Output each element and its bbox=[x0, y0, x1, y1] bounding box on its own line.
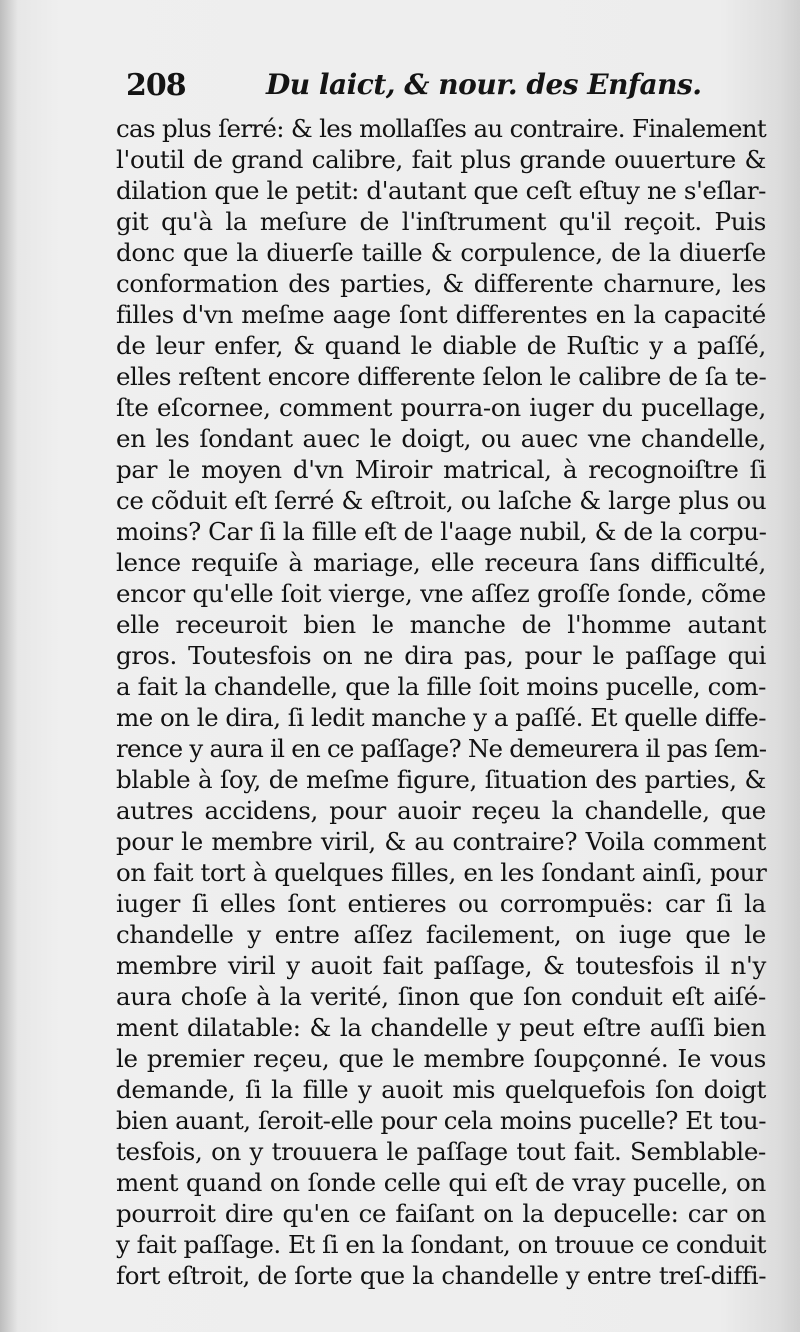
page-header bbox=[118, 64, 758, 104]
text-line: chandelle y entre aſſez facilement, on iuge que le bbox=[116, 920, 766, 949]
text-line: moins? Car ſi la fille eſt de l'aage nubil, & de la corpu- bbox=[116, 517, 767, 546]
text-line: lence requiſe à mariage, elle receura ſans difficulté, bbox=[116, 548, 766, 577]
text-line: par le moyen d'vn Miroir matrical, à recognoiſtre ſi bbox=[116, 455, 766, 484]
text-line: ment quand on ſonde celle qui eſt de vray pucelle, on bbox=[116, 1168, 766, 1197]
text-line: blable à ſoy, de meſme figure, ſituation des parties, & bbox=[116, 765, 766, 794]
text-line: iuger ſi elles ſont entieres ou corrompuës: car ſi la bbox=[116, 889, 766, 918]
text-line: fort eſtroit, de ſorte que la chandelle y entre treſ-diffi- bbox=[116, 1261, 767, 1290]
text-line: elle receuroit bien le manche de l'homme autant bbox=[116, 610, 766, 639]
text-line: tesfois, on y trouuera le paſſage tout fait. Semblable- bbox=[116, 1137, 766, 1166]
text-line: membre viril y auoit fait paſſage, & toutesfois il n'y bbox=[116, 951, 766, 980]
text-line: rence y aura il en ce paſſage? Ne demeurera il pas ſem- bbox=[116, 734, 767, 763]
page-number: 208 bbox=[126, 68, 186, 103]
text-line: ment dilatable: & la chandelle y peut eſtre auſſi bien bbox=[116, 1013, 766, 1042]
text-line: conformation des parties, & differente charnure, les bbox=[116, 269, 766, 298]
text-line: donc que la diuerſe taille & corpulence, de la diuerſe bbox=[116, 238, 766, 267]
text-line: de leur enfer, & quand le diable de Ruſtic y a paſſé, bbox=[116, 331, 766, 360]
text-line: pour le membre viril, & au contraire? Voila comment bbox=[116, 827, 766, 856]
text-line: a fait la chandelle, que la fille ſoit moins pucelle, com- bbox=[116, 672, 766, 701]
text-line: git qu'à la meſure de l'inſtrument qu'il reçoit. Puis bbox=[116, 207, 766, 236]
text-line: on fait tort à quelques filles, en les ſondant ainſi, pour bbox=[116, 858, 767, 887]
text-line: en les ſondant auec le doigt, ou auec vne chandelle, bbox=[116, 424, 766, 453]
text-line: elles reſtent encore differente ſelon le calibre de ſa te- bbox=[116, 362, 767, 391]
text-line: ſte eſcornee, comment pourra-on iuger du pucellage, bbox=[116, 393, 766, 422]
text-line: ce cõduit eſt ſerré & eſtroit, ou laſche & large plus ou bbox=[116, 486, 767, 515]
text-line: l'outil de grand calibre, fait plus grande ouuerture & bbox=[116, 145, 766, 174]
text-line: filles d'vn meſme aage ſont differentes en la capacité bbox=[116, 300, 766, 329]
text-line: aura choſe à la verité, ſinon que ſon conduit eſt aiſé- bbox=[116, 982, 766, 1011]
text-line: le premier reçeu, que le membre ſoupçonné. Ie vous bbox=[116, 1044, 766, 1073]
text-line: gros. Toutesfois on ne dira pas, pour le paſſage qui bbox=[116, 641, 766, 670]
text-line: autres accidens, pour auoir reçeu la chandelle, que bbox=[116, 796, 766, 825]
text-line: cas plus ſerré: & les mollaſſes au contraire. Finalement bbox=[116, 114, 766, 143]
text-line: me on le dira, ſi ledit manche y a paſſé. Et quelle diffe- bbox=[116, 703, 766, 732]
text-line: bien auant, ſeroit-elle pour cela moins pucelle? Et tou- bbox=[116, 1106, 766, 1135]
text-line: pourroit dire qu'en ce faiſant on la depucelle: car on bbox=[116, 1199, 766, 1228]
running-head: Du laict, & nour. des Enfans. bbox=[266, 68, 702, 101]
body-text bbox=[116, 113, 766, 1291]
text-line: encor qu'elle ſoit vierge, vne aſſez groſſe ſonde, cõme bbox=[116, 579, 766, 608]
text-line: dilation que le petit: d'autant que ceſt eſtuy ne s'eſlar- bbox=[116, 176, 766, 205]
text-line: y fait paſſage. Et ſi en la ſondant, on trouue ce conduit bbox=[116, 1230, 766, 1259]
text-line: demande, ſi la fille y auoit mis quelquefois ſon doigt bbox=[116, 1075, 766, 1104]
